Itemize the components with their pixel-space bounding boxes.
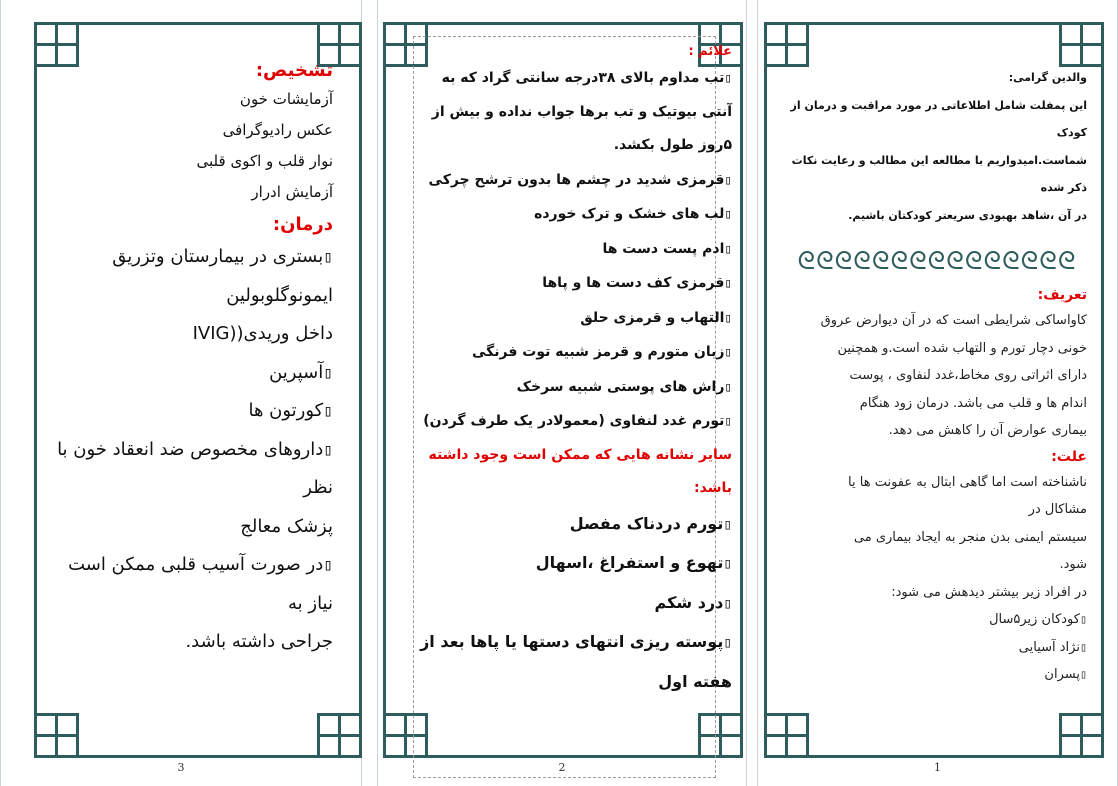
cause-line: مشاکال در [1028, 502, 1087, 517]
symptom-item: آنتی بیوتیک و تب برها جواب نداده و بیش از [431, 103, 732, 120]
definition-line: دارای اثراتی روی مخاط،غدد لنفاوی ، پوست [849, 368, 1087, 383]
symptom-item: ▯قرمزی شدید در چشم ها بدون ترشح چرکی [428, 171, 732, 188]
symptom-item: ۵روز طول بکشد. [613, 137, 732, 153]
checkbox-bullet-icon: ▯ [323, 555, 333, 574]
cause-line: در افراد زیر بیشتر دیدهش می شود: [891, 584, 1087, 600]
symptom-item: ▯زبان متورم و قرمز شبیه توت فرنگی [471, 344, 732, 360]
treatment-line: ▯داروهای مخصوص ضد انعقاد خون با [57, 438, 333, 460]
treatment-line: ▯کورتون ها [248, 400, 333, 421]
checkbox-bullet-icon: ▯ [724, 275, 732, 290]
checkbox-bullet-icon: ▯ [724, 70, 732, 85]
symptom-item: ▯قرمزی کف دست ها و پاها [542, 275, 732, 291]
page-1-content [787, 64, 1087, 689]
checkbox-bullet-icon: ▯ [323, 362, 333, 382]
definition-line: خونی دچار تورم و التهاب شده است.و همچنین [837, 340, 1087, 356]
symptoms-heading: علائم : [688, 44, 732, 59]
diagnosis-item: آزمایشات خون [239, 90, 333, 108]
checkbox-bullet-icon: ▯ [323, 439, 333, 459]
other-signs-heading-cont: باشد: [694, 479, 732, 496]
page-3-content [33, 58, 333, 662]
risk-item: ▯کودکان زیر۵سال [989, 612, 1087, 627]
cause-heading: علت: [1051, 448, 1087, 465]
checkbox-bullet-icon: ▯ [724, 206, 732, 221]
corner-ornament-icon [1059, 22, 1104, 67]
checkbox-bullet-icon: ▯ [1079, 639, 1087, 654]
page-1 [757, 0, 1118, 786]
treatment-line: نیاز به [288, 592, 333, 614]
definition-heading: تعریف: [1037, 287, 1087, 303]
corner-ornament-icon [317, 713, 362, 758]
symptom-item: ▯تب مداوم بالای ۳۸درجه سانتی گراد که به [441, 70, 732, 86]
other-sign-item: هفته اول [658, 671, 732, 691]
wave-ornament-icon: ᘓᘓᘓᘓᘓᘓᘓᘓᘓᘓᘓᘓᘓᘓᘓ [797, 246, 1077, 275]
cause-line: سیستم ایمنی بدن منجر به ایجاد بیماری می [853, 529, 1087, 545]
corner-ornament-icon [34, 713, 79, 758]
checkbox-bullet-icon: ▯ [723, 595, 732, 612]
checkbox-bullet-icon: ▯ [724, 344, 732, 359]
definition-line: اندام ها و قلب می باشد. درمان زود هنگام [859, 395, 1087, 411]
symptom-item: ▯راش های پوستی شبیه سرخک [516, 378, 732, 395]
symptom-item: ▯ادم پست دست ها [602, 240, 732, 257]
page-2 [377, 0, 747, 786]
symptom-item: ▯التهاب و قرمزی حلق [580, 309, 732, 326]
checkbox-bullet-icon: ▯ [323, 401, 333, 420]
checkbox-bullet-icon: ▯ [723, 516, 732, 533]
checkbox-bullet-icon: ▯ [724, 240, 732, 256]
risk-item: ▯نژاد آسیایی [1018, 639, 1087, 655]
definition-line: بیماری عوارض آن را کاهش می دهد. [888, 423, 1087, 438]
definition-line: کاواساکی شرایطی است که در آن دیوارض عروق [820, 313, 1087, 328]
checkbox-bullet-icon: ▯ [724, 378, 732, 394]
other-signs-heading: سایر نشانه هایی که ممکن است وجود داشته [428, 446, 732, 463]
treatment-line: نظر [303, 477, 333, 498]
page-3 [0, 0, 362, 786]
intro-line: این پمفلت شامل اطلاعاتی در مورد مراقبت و درمان از کودک [790, 98, 1087, 139]
checkbox-bullet-icon: ▯ [723, 635, 732, 651]
checkbox-bullet-icon: ▯ [323, 247, 333, 266]
treatment-line: ▯در صورت آسیب قلبی ممکن است [68, 554, 333, 575]
diagnosis-heading: تشخیص: [255, 60, 333, 81]
checkbox-bullet-icon: ▯ [724, 309, 732, 325]
other-sign-item: ▯تهوع و استفراغ ،اسهال [535, 553, 732, 572]
treatment-line: ▯آسپرین [269, 361, 333, 383]
checkbox-bullet-icon: ▯ [1079, 667, 1087, 681]
checkbox-bullet-icon: ▯ [1079, 612, 1087, 626]
other-sign-item: ▯تورم دردناک مفصل [569, 513, 732, 533]
page-number: 3 [177, 761, 185, 774]
diagnosis-item: نوار قلب و اکوی قلبی [196, 152, 333, 170]
checkbox-bullet-icon: ▯ [723, 556, 732, 572]
greeting: والدین گرامی: [1008, 71, 1087, 84]
other-sign-item: ▯درد شکم [654, 592, 732, 612]
treatment-heading: درمان: [272, 214, 333, 235]
intro-line: در آن ،شاهد بهبودی سریعتر کودکتان باشیم. [848, 208, 1087, 222]
checkbox-bullet-icon: ▯ [724, 413, 732, 428]
treatment-line: داخل وریدی((IVIG [192, 323, 333, 344]
diagnosis-item: عکس رادیوگرافی [222, 121, 333, 139]
risk-item: ▯پسران [1044, 667, 1087, 682]
treatment-line: ایمونوگلوبولین [226, 284, 333, 306]
symptom-item: ▯لب های خشک و ترک خورده [534, 206, 732, 222]
other-sign-item: ▯پوسته ریزی انتهای دستها یا پاها بعد از [420, 632, 732, 651]
page-2-content [406, 43, 732, 700]
treatment-line: پزشک معالج [240, 515, 333, 537]
intro-line: شماست.امیدواریم با مطالعه این مطالب و رعایت نکات ذکر شده [791, 153, 1087, 194]
page-number: 1 [934, 761, 941, 774]
cause-line: ناشناخته است اما گاهی ابتال به عفونت ها یا [848, 474, 1087, 490]
corner-ornament-icon [1059, 713, 1104, 758]
treatment-line: ▯بستری در بیمارستان وتزریق [112, 246, 333, 267]
diagnosis-item: آزمایش ادرار [251, 183, 333, 201]
checkbox-bullet-icon: ▯ [724, 171, 732, 187]
corner-ornament-icon [764, 713, 809, 758]
corner-ornament-icon [764, 22, 809, 67]
symptom-item: ▯تورم غدد لنفاوی (معمولادر یک طرف گردن) [423, 413, 732, 429]
page-number: 2 [558, 761, 566, 774]
cause-line: شود. [1059, 557, 1087, 572]
treatment-line: جراحی داشته باشد. [185, 631, 333, 652]
